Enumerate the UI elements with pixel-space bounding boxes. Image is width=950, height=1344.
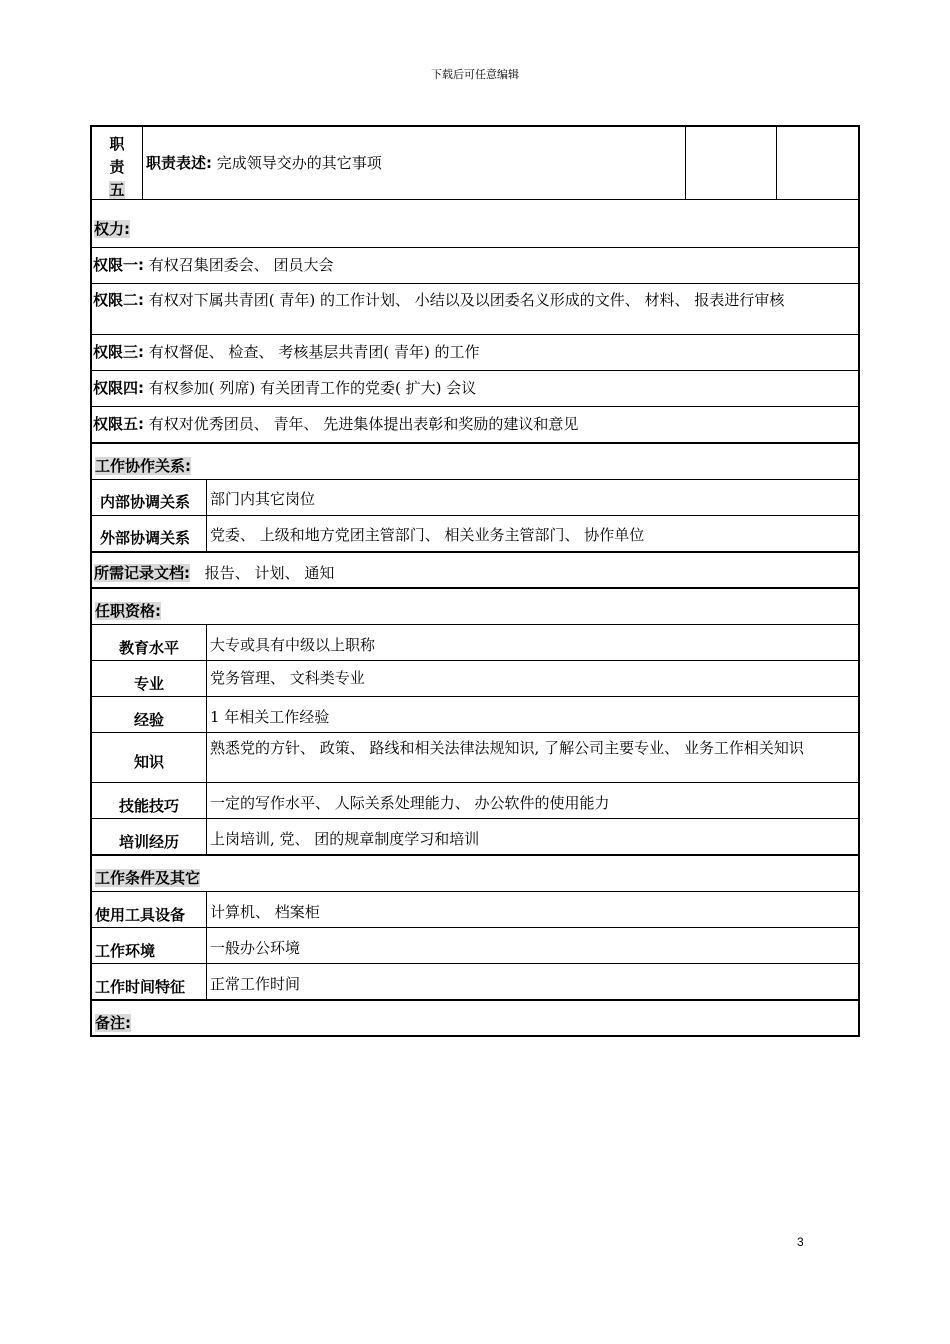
- page-header-note: 下载后可任意编辑: [431, 68, 519, 81]
- qualification-row-1: [92, 625, 858, 661]
- duty-five-row: [92, 127, 858, 200]
- remarks-label: 备注:: [95, 1014, 131, 1032]
- authority-item-3: [92, 335, 858, 371]
- qualification-label-1: 教育水平: [118, 639, 179, 657]
- records-label: 所需记录文档:: [94, 564, 190, 582]
- internal-coordination-row: [92, 480, 858, 516]
- authority-label-1: 权限一:: [93, 256, 144, 274]
- authority-text-5: 有权对优秀团员、 青年、 先进集体提出表彰和奖励的建议和意见: [148, 415, 579, 433]
- authority-title: 权力:: [94, 220, 130, 238]
- condition-row-1: [92, 892, 858, 928]
- condition-label-3: 工作时间特征: [95, 978, 186, 996]
- qualification-label-4: 知识: [133, 753, 164, 771]
- authority-label-5: 权限五:: [93, 415, 144, 433]
- condition-label-2: 工作环境: [95, 942, 156, 960]
- qualification-row-3: [92, 697, 858, 733]
- duty-desc-label: 职责表述:: [146, 154, 212, 172]
- internal-coordination-label: 内部协调关系: [100, 493, 191, 511]
- duty-five-extra-cell-1: [685, 127, 776, 199]
- qualification-label-6: 培训经历: [118, 833, 179, 851]
- authority-title-row: [92, 200, 858, 248]
- qualification-label-2: 专业: [133, 675, 164, 693]
- authority-label-4: 权限四:: [93, 379, 144, 397]
- duty-desc-text: 完成领导交办的其它事项: [216, 154, 382, 172]
- condition-value-3: 正常工作时间: [206, 964, 858, 999]
- cooperation-title-row: [92, 444, 858, 480]
- duty-char-1: 职: [109, 135, 125, 153]
- qualification-value-6: 上岗培训, 党、 团的规章制度学习和培训: [206, 819, 858, 854]
- authority-text-3: 有权督促、 检查、 考核基层共青团( 青年) 的工作: [148, 343, 480, 361]
- authority-text-4: 有权参加( 列席) 有关团青工作的党委( 扩大) 会议: [148, 379, 477, 397]
- qualification-value-4: 熟悉党的方针、 政策、 路线和相关法律法规知识, 了解公司主要专业、 业务工作相关知识: [206, 733, 858, 782]
- page-number: 3: [797, 1235, 804, 1249]
- remarks-row: [92, 1001, 858, 1035]
- condition-value-1: 计算机、 档案柜: [206, 892, 858, 927]
- qualification-row-4: [92, 733, 858, 783]
- condition-row-2: [92, 928, 858, 964]
- qualification-row-6: [92, 819, 858, 856]
- duty-char-2: 责: [109, 158, 125, 176]
- authority-item-1: [92, 248, 858, 284]
- authority-text-1: 有权召集团委会、 团员大会: [148, 256, 334, 274]
- conditions-title-row: [92, 856, 858, 892]
- job-description-table: [90, 125, 860, 1037]
- duty-char-3: 五: [109, 181, 125, 199]
- condition-label-1: 使用工具设备: [95, 906, 186, 924]
- cooperation-title: 工作协作关系:: [95, 457, 191, 475]
- external-coordination-label: 外部协调关系: [100, 529, 191, 547]
- qualification-row-5: [92, 783, 858, 819]
- duty-five-label: [92, 127, 142, 199]
- authority-label-2: 权限二:: [93, 291, 144, 309]
- qualification-value-1: 大专或具有中级以上职称: [206, 625, 858, 660]
- conditions-title: 工作条件及其它: [95, 869, 201, 887]
- condition-value-2: 一般办公环境: [206, 928, 858, 963]
- qualifications-title-row: [92, 589, 858, 625]
- records-value: 报告、 计划、 通知: [204, 564, 335, 582]
- authority-label-3: 权限三:: [93, 343, 144, 361]
- qualification-value-5: 一定的写作水平、 人际关系处理能力、 办公软件的使用能力: [206, 783, 858, 818]
- condition-row-3: [92, 964, 858, 1001]
- authority-item-2: [92, 284, 858, 335]
- qualifications-title: 任职资格:: [95, 602, 161, 620]
- authority-item-4: [92, 371, 858, 407]
- qualification-label-3: 经验: [133, 711, 164, 729]
- authority-text-2: 有权对下属共青团( 青年) 的工作计划、 小结以及以团委名义形成的文件、 材料、 报表进行审核: [148, 291, 785, 309]
- qualification-row-2: [92, 661, 858, 697]
- qualification-value-3: 1 年相关工作经验: [206, 697, 858, 732]
- duty-five-description: [142, 127, 685, 199]
- external-coordination-row: [92, 516, 858, 553]
- qualification-value-2: 党务管理、 文科类专业: [206, 661, 858, 696]
- external-coordination-value: 党委、 上级和地方党团主管部门、 相关业务主管部门、 协作单位: [206, 516, 858, 551]
- internal-coordination-value: 部门内其它岗位: [206, 480, 858, 515]
- records-row: [92, 553, 858, 589]
- authority-item-5: [92, 407, 858, 444]
- duty-five-extra-cell-2: [776, 127, 858, 199]
- qualification-label-5: 技能技巧: [118, 797, 179, 815]
